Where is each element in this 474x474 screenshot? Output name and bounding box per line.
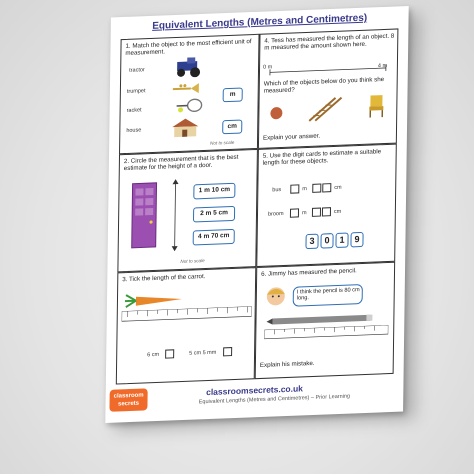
question-3-cell bbox=[116, 267, 256, 384]
unit-card-m[interactable]: m bbox=[223, 87, 243, 102]
logo-line-1: classroom bbox=[113, 392, 144, 400]
door-icon bbox=[131, 182, 158, 249]
question-4-prompt: Which of the objects below do you think she measured? bbox=[263, 76, 385, 96]
bus-unit-cm: cm bbox=[334, 184, 342, 192]
explain-mistake-text: Explain his mistake. bbox=[259, 359, 315, 370]
broom-metres-box[interactable] bbox=[290, 208, 299, 217]
racket-icon bbox=[175, 98, 203, 113]
object-label-house: house bbox=[126, 127, 142, 134]
question-5-text: 5. Use the digit cards to estimate a suitable length for these objects. bbox=[262, 148, 382, 168]
question-5-cell bbox=[256, 144, 397, 267]
option-5cm5mm-label: 5 cm 5 mm bbox=[189, 349, 217, 357]
tick-box-6cm[interactable] bbox=[165, 349, 174, 358]
question-2-text: 2. Circle the measurement that is the best estimate for the height of a door. bbox=[123, 153, 239, 173]
not-to-scale-note-2: Not to scale bbox=[180, 258, 205, 264]
digit-card-2[interactable]: 0 bbox=[320, 233, 333, 249]
question-4-text: 4. Tess has measured the length of an object. 8 m measured the amount shown here. bbox=[264, 32, 395, 53]
question-6-cell bbox=[255, 262, 395, 379]
question-3-text: 3. Tick the length of the carrot. bbox=[122, 273, 206, 284]
question-1-cell bbox=[119, 34, 260, 154]
speech-bubble bbox=[293, 284, 363, 307]
logo-line-2: secrets bbox=[117, 400, 140, 408]
bus-unit-m: m bbox=[302, 186, 307, 193]
pencil-icon bbox=[266, 313, 376, 325]
scale-start-label: 0 m bbox=[263, 64, 273, 71]
row-label-broom: broom bbox=[267, 210, 284, 218]
scale-end-label: 4 m bbox=[377, 62, 388, 70]
footer-site[interactable]: classroomsecrets.co.uk bbox=[206, 383, 304, 398]
object-label-racket: racket bbox=[126, 107, 142, 114]
height-arrow-icon bbox=[171, 179, 180, 251]
object-label-tractor: tractor bbox=[129, 67, 145, 74]
broom-cm-box-1[interactable] bbox=[312, 208, 321, 217]
ladder-icon bbox=[305, 96, 345, 124]
question-2-cell bbox=[117, 149, 258, 272]
bus-cm-box-2[interactable] bbox=[322, 183, 331, 192]
speech-bubble-text: I think the pencil is 80 cm long. bbox=[296, 287, 360, 302]
unit-card-cm[interactable]: cm bbox=[222, 119, 242, 134]
not-to-scale-note: Not to scale bbox=[210, 139, 235, 146]
question-4-cell bbox=[258, 28, 399, 148]
question-6-text: 6. Jimmy has measured the pencil. bbox=[261, 267, 357, 278]
question-1-text: 1. Match the object to the most efficient unit of measurement. bbox=[125, 38, 252, 58]
worksheet bbox=[105, 6, 408, 423]
carrot-icon bbox=[124, 291, 184, 309]
option-2m5cm[interactable]: 2 m 5 cm bbox=[193, 206, 235, 223]
digit-card-4[interactable]: 9 bbox=[350, 232, 363, 248]
house-icon bbox=[170, 117, 200, 138]
option-6cm-label: 6 cm bbox=[147, 351, 160, 359]
digit-card-1[interactable]: 3 bbox=[305, 234, 318, 250]
option-1m10cm[interactable]: 1 m 10 cm bbox=[193, 183, 235, 200]
footer-subtitle: Equivalent Lengths (Metres and Centimetres) – Prior Learning bbox=[198, 393, 351, 406]
ruler-icon bbox=[122, 306, 252, 325]
option-4m70cm[interactable]: 4 m 70 cm bbox=[193, 229, 235, 246]
tick-box-5cm5mm[interactable] bbox=[223, 347, 232, 356]
row-label-bus: bus bbox=[272, 187, 282, 194]
ruler-icon-2 bbox=[264, 325, 388, 342]
broom-unit-m: m bbox=[301, 210, 307, 217]
measurement-line-icon bbox=[268, 64, 388, 77]
object-label-trumpet: trumpet bbox=[126, 88, 146, 95]
worksheet-title: Equivalent Lengths (Metres and Centimetres) bbox=[152, 12, 368, 32]
bus-metres-box[interactable] bbox=[290, 184, 299, 193]
tractor-icon bbox=[173, 57, 205, 78]
trumpet-icon bbox=[171, 82, 201, 95]
jimmy-avatar-icon bbox=[265, 285, 287, 312]
digit-card-3[interactable]: 1 bbox=[335, 232, 348, 248]
bus-cm-box-1[interactable] bbox=[312, 184, 321, 193]
explain-answer-text: Explain your answer. bbox=[263, 132, 321, 142]
broom-unit-cm: cm bbox=[333, 208, 342, 216]
chair-icon bbox=[367, 94, 385, 119]
ball-icon bbox=[269, 106, 283, 121]
broom-cm-box-2[interactable] bbox=[322, 207, 331, 216]
